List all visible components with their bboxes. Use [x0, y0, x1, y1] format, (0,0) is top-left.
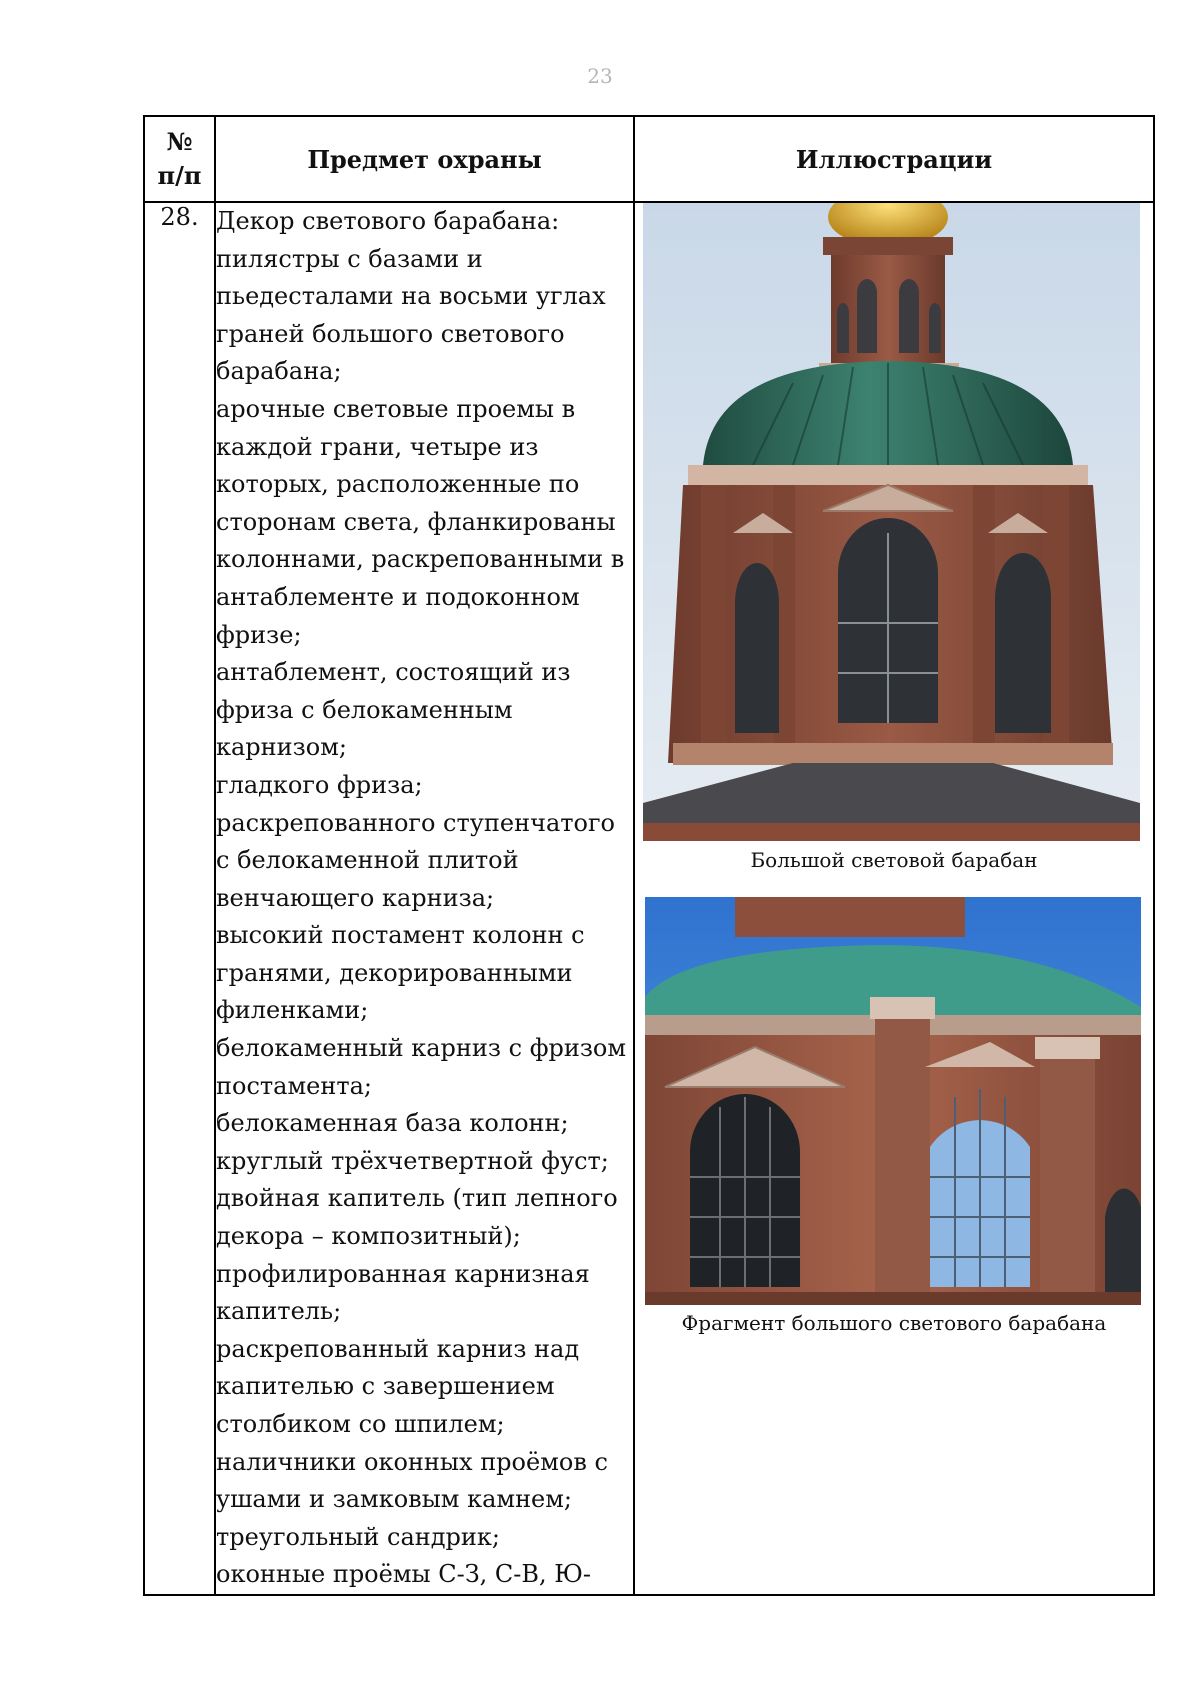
subject-line: капителью с завершением [216, 1372, 555, 1401]
subject-cell [215, 202, 634, 1595]
subject-line: двойная капитель (тип лепного [216, 1184, 618, 1213]
subject-line: круглый трёхчетвертной фуст; [216, 1146, 609, 1175]
subject-line: фриза с белокаменным [216, 695, 513, 724]
subject-line: с белокаменной плитой [216, 846, 519, 875]
subject-line: филенками; [216, 996, 369, 1025]
page-number: 23 [587, 64, 613, 88]
subject-line: сторонам света, фланкированы [216, 507, 616, 536]
church-drum-photo [643, 203, 1140, 841]
subject-line: пилястры с базами и [216, 244, 483, 273]
subject-line: наличники оконных проёмов с [216, 1447, 608, 1476]
subject-line: столбиком со шпилем; [216, 1410, 505, 1438]
subject-line: капитель; [216, 1297, 342, 1326]
subject-line: белокаменная база колонн; [216, 1109, 569, 1138]
illustrations-cell [634, 202, 1154, 1595]
subject-line: высокий постамент колонн с [216, 921, 585, 950]
subject-line: гранями, декорированными [216, 958, 573, 987]
table-row [144, 202, 1154, 1595]
subject-line: пьедесталами на восьми углах [216, 282, 606, 311]
subject-text [216, 203, 633, 1594]
table-header-row [144, 116, 1154, 202]
subject-line: каждой грани, четыре из [216, 432, 539, 461]
subject-line: барабана; [216, 357, 342, 386]
header-number [144, 116, 215, 202]
subject-line: колоннами, раскрепованными в [216, 545, 625, 574]
subject-line: гладкого фриза; [216, 770, 423, 799]
subject-line: белокаменный карниз с фризом [216, 1034, 627, 1063]
photo-caption-1: Большой световой барабан [750, 848, 1038, 872]
header-number-symbol: № [166, 127, 193, 157]
header-number-abbrev: п/п [157, 161, 202, 190]
subject-line: фризе; [216, 620, 302, 649]
protection-table [143, 115, 1155, 1596]
subject-line: раскрепованный карниз над [216, 1334, 580, 1363]
header-subject: Предмет охраны [215, 116, 634, 202]
photo-caption-2: Фрагмент большого светового барабана [681, 1311, 1107, 1335]
subject-line: раскрепованного ступенчатого [216, 808, 615, 837]
drum-fragment-photo [645, 897, 1141, 1305]
subject-line: декора – композитный); [216, 1222, 521, 1251]
subject-line: Декор светового барабана: [216, 207, 560, 235]
subject-line: которых, расположенные по [216, 470, 580, 499]
subject-line: ушами и замковым камнем; [216, 1485, 573, 1514]
subject-line: профилированная карнизная [216, 1259, 590, 1288]
subject-line: антаблемент, состоящий из [216, 658, 571, 687]
subject-line: антаблементе и подоконном [216, 582, 580, 611]
subject-line: оконные проёмы С-З, С-В, Ю- [216, 1560, 592, 1589]
header-illustrations: Иллюстрации [634, 116, 1154, 202]
subject-line: венчающего карниза; [216, 883, 495, 912]
row-number: 28. [144, 202, 215, 1595]
subject-line: арочные световые проемы в [216, 394, 576, 423]
subject-line: постамента; [216, 1071, 373, 1100]
subject-line: граней большого светового [216, 319, 565, 348]
subject-line: треугольный сандрик; [216, 1522, 500, 1551]
subject-line: карнизом; [216, 733, 347, 762]
